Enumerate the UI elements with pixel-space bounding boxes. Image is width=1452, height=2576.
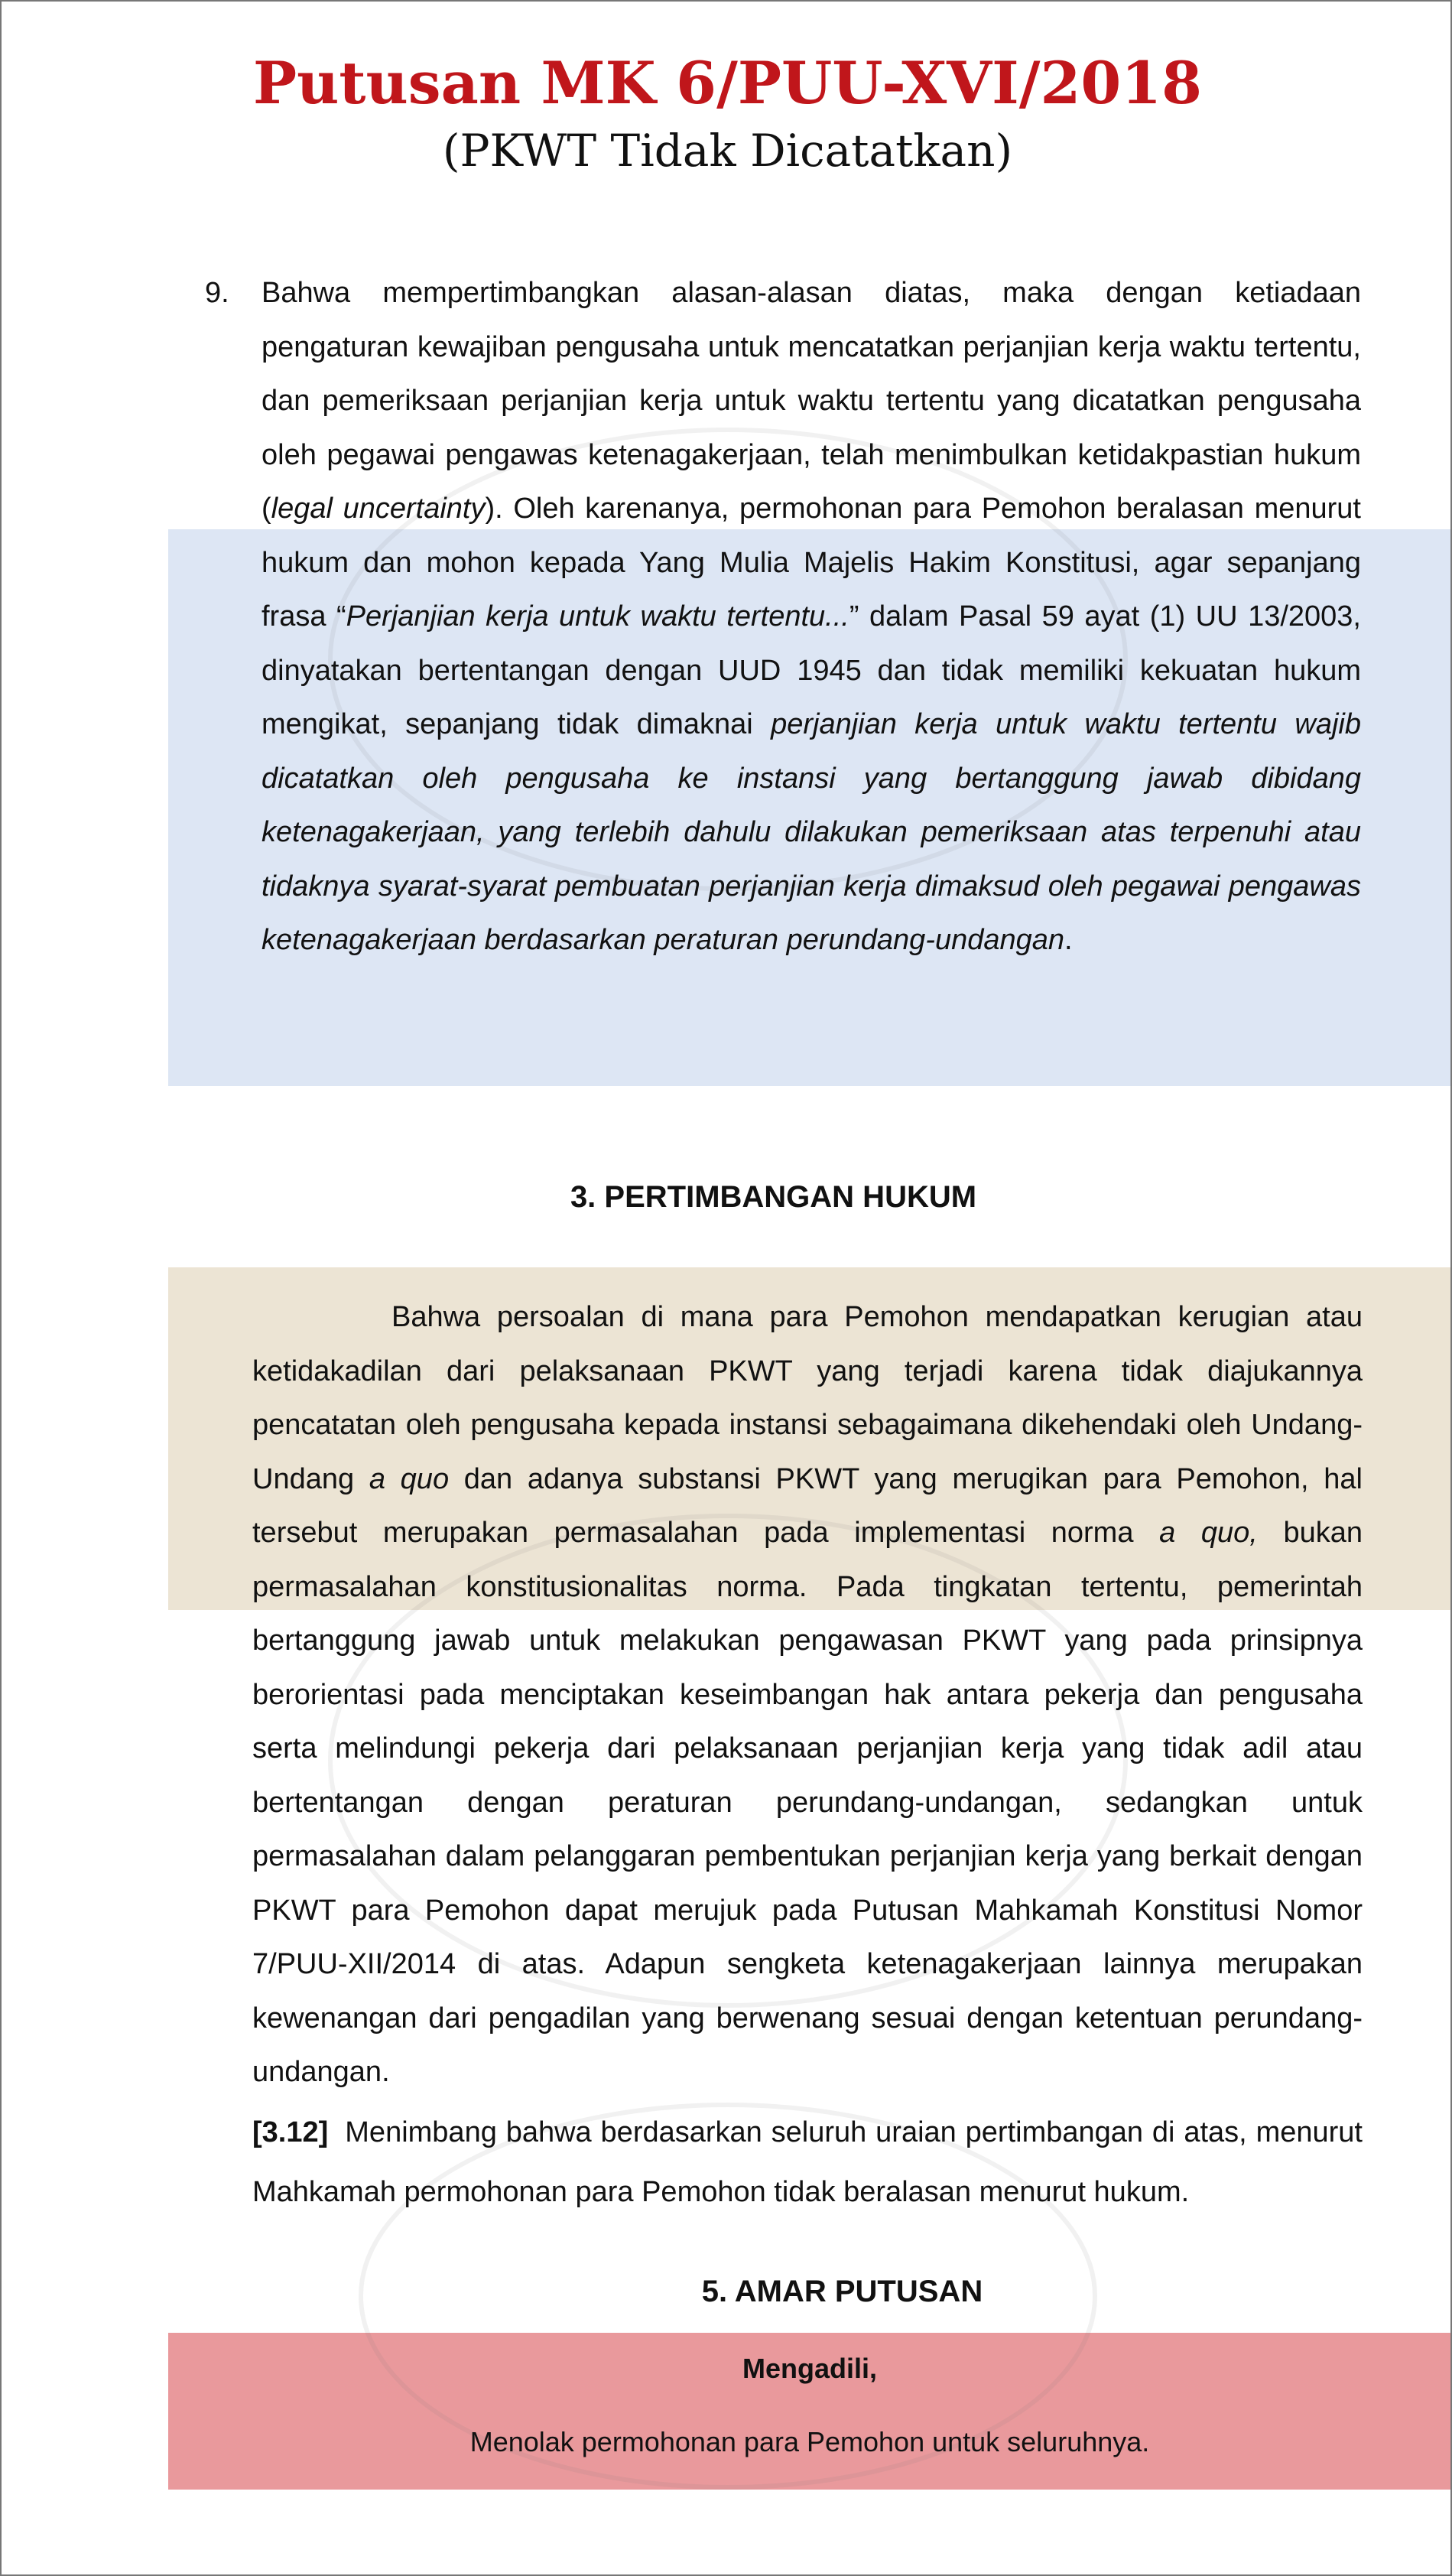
point-9-text-end: . <box>1064 924 1073 956</box>
point-9-text-3: ” dalam Pasal 59 ayat (1) UU 13/2003, dinyatakan bertentangan dengan UUD 1945 dan tidak memiliki kekuatan hukum mengikat, sepanjang tidak dimaknai <box>261 600 1361 740</box>
point-9-italic-meaning: perjanjian kerja untuk waktu tertentu wajib dicatatkan oleh pengusaha ke instansi yang bertanggung jawab dibidang ketenagakerjaan, yang terlebih dahulu dilakukan pemeriksaan atas terpenuhi atau tidaknya syarat-syarat pembuatan perjanjian kerja dimaksud oleh pegawai pengawas ketenagakerjaan berdasarkan peraturan perundang-undangan <box>261 708 1361 956</box>
paragraph-3-12-text: Menimbang bahwa berdasarkan seluruh uraian pertimbangan di atas, menurut Mahkamah permohonan para Pemohon tidak beralasan menurut hukum. <box>252 2116 1363 2208</box>
section-heading-pertimbangan: 3. PERTIMBANGAN HUKUM <box>570 1180 977 1214</box>
point-9-body <box>261 266 1361 968</box>
page-subtitle: (PKWT Tidak Dicatatkan) <box>442 125 1013 177</box>
paragraph-3-12-label: [3.12] <box>252 2116 329 2148</box>
pertimbangan-text-1: Bahwa persoalan di mana para Pemohon mendapatkan kerugian atau ketidakadilan dari pelaksanaan PKWT yang terjadi karena tidak diajukannya pencatatan oleh pengusaha kepada instansi sebagaimana dikehendaki oleh Undang-Undang <box>252 1301 1363 1495</box>
mengadili-label: Mengadili, <box>742 2353 877 2384</box>
pertimbangan-text-3: bukan permasalahan konstitusionalitas norma. Pada tingkatan tertentu, pemerintah bertanggung jawab untuk melakukan pengawasan PKWT yang pada prinsipnya berorientasi pada menciptakan keseimbangan hak antara pekerja dan pengusaha serta melindungi pekerja dari pelaksanaan perjanjian kerja yang tidak adil atau bertentangan dengan peraturan perundang-undangan, sedangkan untuk permasalahan dalam pelanggaran pembentukan perjanjian kerja yang berkait dengan PKWT para Pemohon dapat merujuk pada Putusan Mahkamah Konstitusi Nomor 7/PUU-XII/2014 di atas. Adapun sengketa ketenagakerjaan lainnya merupakan kewenangan dari pengadilan yang berwenang sesuai dengan ketentuan perundang-undangan. <box>252 1517 1363 2088</box>
pertimbangan-text-2: dan adanya substansi PKWT yang merugikan para Pemohon, hal tersebut merupakan permasalahan pada implementasi norma <box>252 1462 1363 1549</box>
menolak-verdict: Menolak permohonan para Pemohon untuk seluruhnya. <box>469 2426 1150 2457</box>
point-9-text-2: ). Oleh karenanya, permohonan para Pemohon beralasan menurut hukum dan mohon kepada Yang Mulia Majelis Hakim Konstitusi, agar sepanjang frasa “ <box>261 493 1361 633</box>
paragraph-3-12 <box>252 2103 1363 2222</box>
point-9-number: 9. <box>205 277 229 309</box>
pertimbangan-italic-1: a quo <box>369 1462 450 1495</box>
pertimbangan-italic-2: a quo, <box>1159 1517 1258 1549</box>
page-title: Putusan MK 6/PUU-XVI/2018 <box>253 49 1202 117</box>
point-9-italic-legal: legal uncertainty <box>271 493 486 525</box>
section-heading-amar: 5. AMAR PUTUSAN <box>701 2275 983 2308</box>
point-9-text-1: Bahwa mempertimbangkan alasan-alasan diatas, maka dengan ketiadaan pengaturan kewajiban pengusaha untuk mencatatkan perjanjian kerja waktu tertentu, dan pemeriksaan perjanjian kerja untuk waktu tertentu yang dicatatkan pengusaha oleh pegawai pengawas ketenagakerjaan, telah menimbulkan ketidakpastian hukum ( <box>261 277 1361 525</box>
point-9-italic-phrase: Perjanjian kerja untuk waktu tertentu... <box>346 600 849 633</box>
pertimbangan-paragraph <box>252 1290 1363 2100</box>
